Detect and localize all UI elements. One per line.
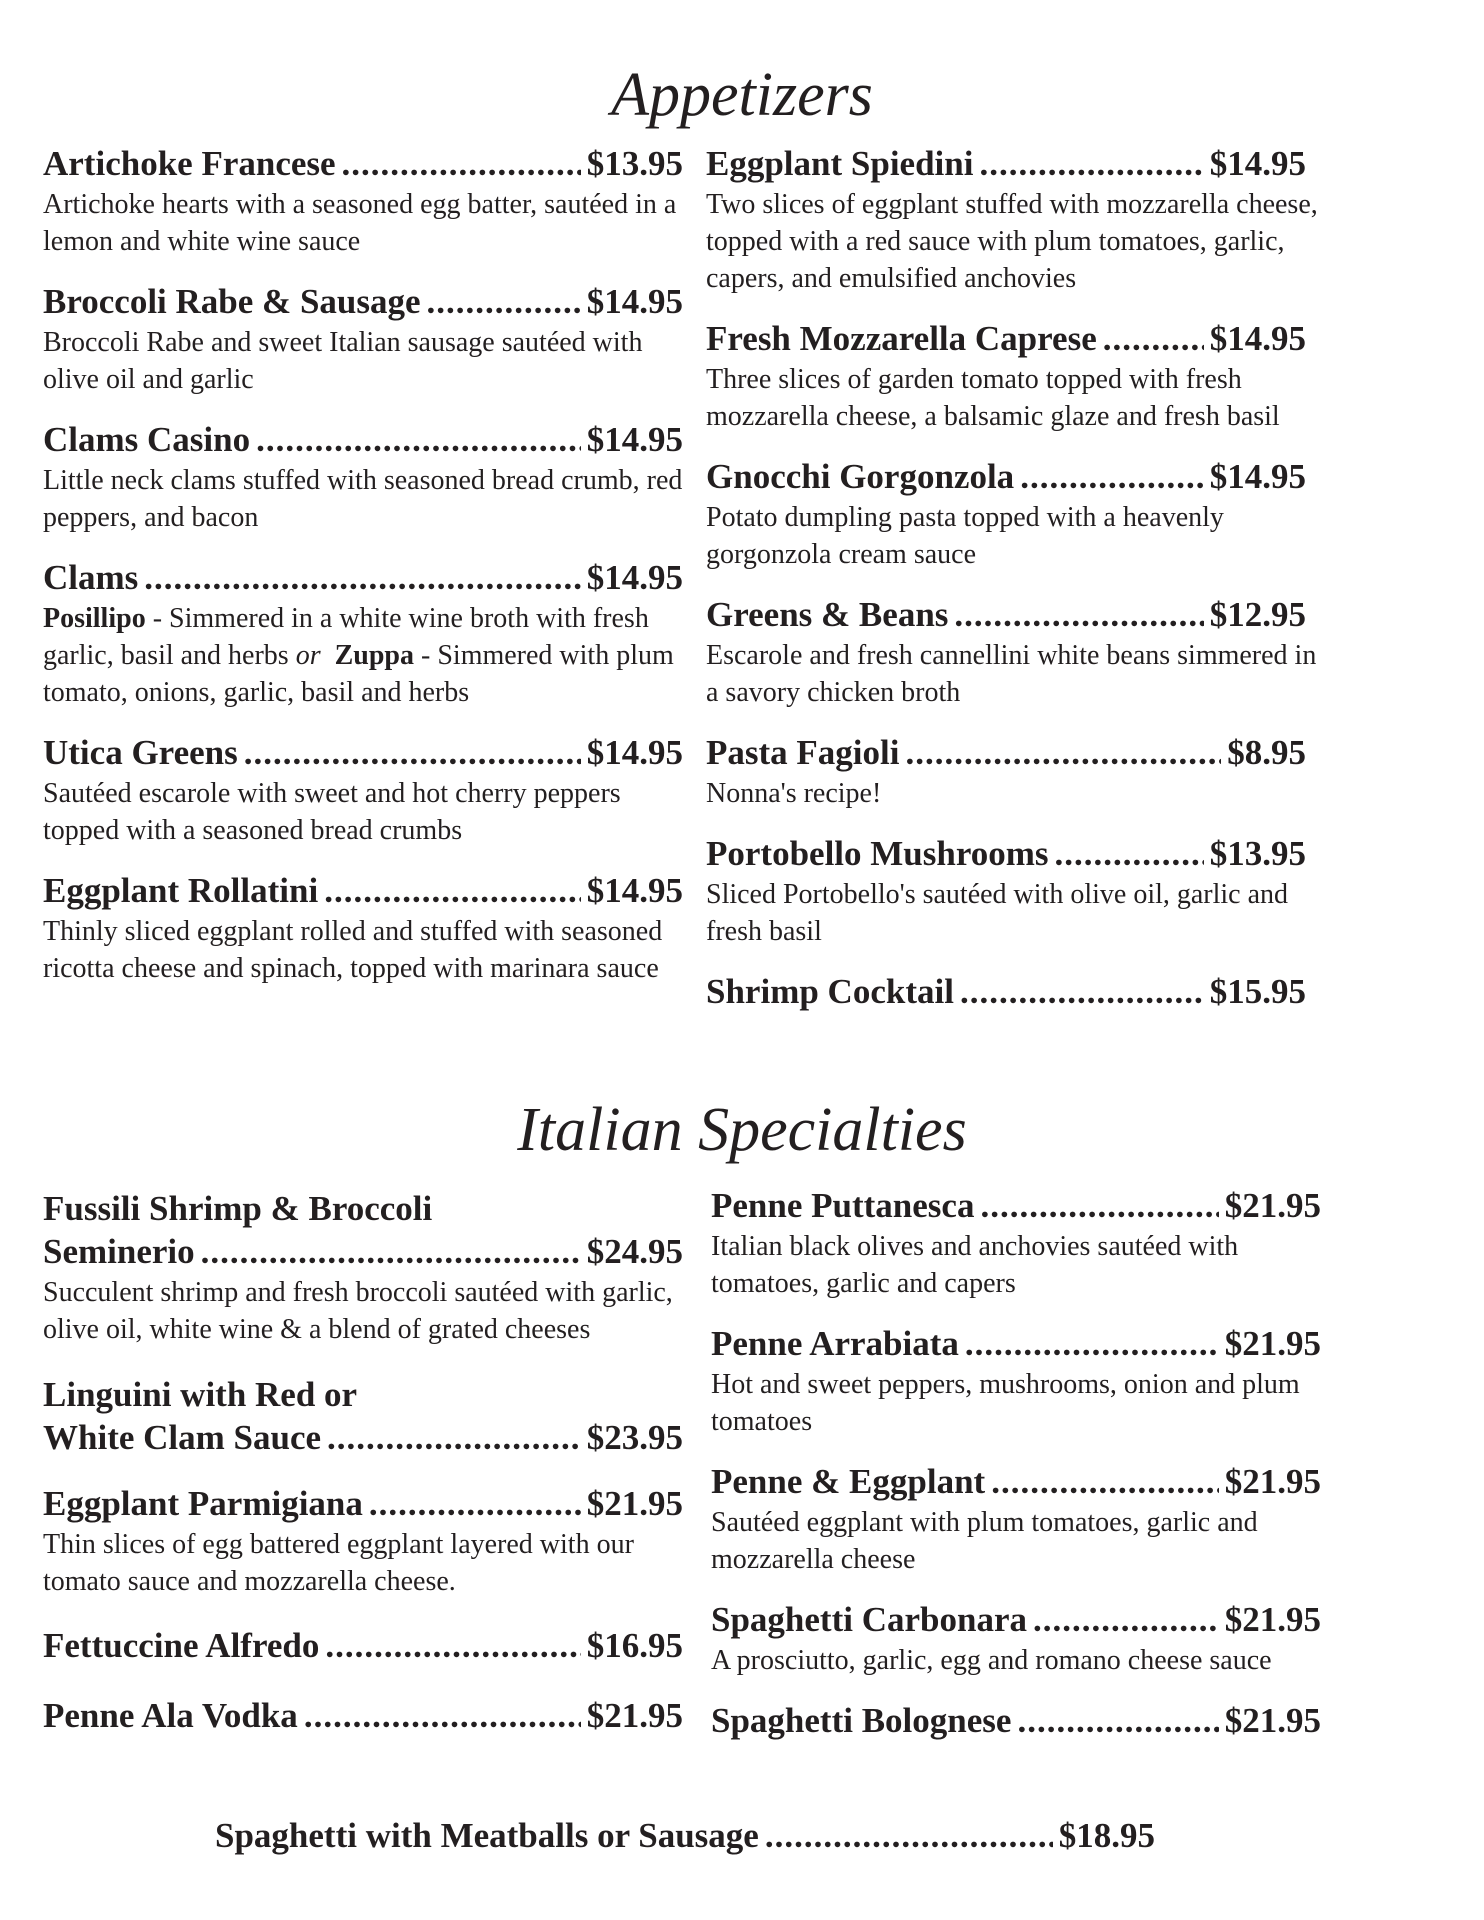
item-name: Spaghetti with Meatballs or Sausage	[215, 1816, 759, 1855]
menu-item-penne-puttanesca	[711, 1186, 1331, 1302]
item-name: Fettuccine Alfredo	[43, 1626, 320, 1665]
leader-dots	[304, 1696, 581, 1736]
specialties-left-column	[43, 1186, 683, 1736]
leader-dots	[991, 1462, 1219, 1502]
leader-dots	[1020, 457, 1204, 497]
menu-item-fresh-mozzarella-caprese	[706, 319, 1326, 435]
item-price: $8.95	[1227, 733, 1306, 772]
item-name: Gnocchi Gorgonzola	[706, 457, 1015, 496]
menu-item-artichoke-francese	[43, 144, 683, 260]
item-price: $14.95	[1209, 457, 1306, 496]
menu-item-greens-beans	[706, 595, 1326, 711]
specialties-title: Italian Specialties	[517, 1096, 967, 1164]
specialties-right-column	[711, 1186, 1331, 1741]
leader-dots	[256, 420, 581, 460]
item-description: Artichoke hearts with a seasoned egg batter, sautéed in a lemon and white wine sauce	[43, 189, 677, 257]
leader-dots	[327, 1418, 581, 1458]
item-name: Eggplant Rollatini	[43, 871, 319, 910]
leader-dots	[324, 871, 581, 911]
item-name: Spaghetti Bolognese	[711, 1701, 1012, 1740]
item-name: Seminerio	[43, 1232, 195, 1271]
item-name: Greens & Beans	[706, 595, 949, 634]
item-name: Penne & Eggplant	[711, 1462, 986, 1501]
item-name: Eggplant Parmigiana	[43, 1484, 363, 1523]
item-description	[43, 600, 683, 711]
item-name: Shrimp Cocktail	[706, 972, 954, 1011]
item-price: $14.95	[586, 733, 683, 772]
menu-item-penne-eggplant	[711, 1462, 1331, 1578]
appetizers-left-column	[43, 144, 683, 987]
item-price: $21.95	[1224, 1324, 1321, 1363]
leader-dots	[960, 972, 1204, 1012]
or-text: or	[295, 640, 321, 671]
item-description: Succulent shrimp and fresh broccoli sautéed with garlic, olive oil, white wine & a blend of grated cheeses	[43, 1277, 673, 1345]
item-price: $15.95	[1209, 972, 1306, 1011]
menu-item-utica-greens	[43, 733, 683, 849]
item-description: Sautéed eggplant with plum tomatoes, garlic and mozzarella cheese	[711, 1507, 1258, 1575]
item-price: $21.95	[586, 1484, 683, 1523]
menu-item-eggplant-rollatini	[43, 871, 683, 987]
item-name: White Clam Sauce	[43, 1418, 322, 1457]
item-price: $21.95	[586, 1696, 683, 1735]
item-description: Little neck clams stuffed with seasoned bread crumb, red peppers, and bacon	[43, 465, 683, 533]
leader-dots	[980, 1186, 1218, 1226]
item-price: $14.95	[586, 871, 683, 910]
menu-item-eggplant-parmigiana	[43, 1484, 683, 1600]
menu-item-shrimp-cocktail	[706, 972, 1326, 1012]
leader-dots	[765, 1816, 1053, 1856]
item-name: Fresh Mozzarella Caprese	[706, 319, 1097, 358]
item-price: $24.95	[586, 1232, 683, 1271]
leader-dots	[1055, 834, 1204, 874]
menu-item-spaghetti-carbonara	[711, 1600, 1331, 1679]
leader-dots	[905, 733, 1221, 773]
menu-item-spaghetti-meatballs-sausage	[215, 1816, 1155, 1856]
item-price: $23.95	[586, 1418, 683, 1457]
item-price: $21.95	[1224, 1701, 1321, 1740]
leader-dots	[325, 1626, 580, 1666]
menu-item-portobello-mushrooms	[706, 834, 1326, 950]
menu-item-pasta-fagioli	[706, 733, 1326, 812]
item-description: A prosciutto, garlic, egg and romano cheese sauce	[711, 1645, 1272, 1676]
menu-item-eggplant-spiedini	[706, 144, 1326, 297]
item-description: Thin slices of egg battered eggplant layered with our tomato sauce and mozzarella cheese.	[43, 1529, 634, 1597]
item-price: $18.95	[1058, 1816, 1155, 1855]
item-price: $12.95	[1209, 595, 1306, 634]
item-name: Portobello Mushrooms	[706, 834, 1049, 873]
item-price: $13.95	[1209, 834, 1306, 873]
leader-dots	[1033, 1600, 1219, 1640]
item-name: Clams	[43, 558, 139, 597]
item-description: Italian black olives and anchovies sautéed with tomatoes, garlic and capers	[711, 1231, 1239, 1299]
leader-dots	[427, 282, 581, 322]
appetizers-title: Appetizers	[611, 61, 873, 129]
menu-item-clams-casino	[43, 420, 683, 536]
menu-item-fettuccine-alfredo	[43, 1626, 683, 1666]
item-price: $14.95	[1209, 144, 1306, 183]
menu-item-spaghetti-bolognese	[711, 1701, 1331, 1741]
item-description: Potato dumpling pasta topped with a heavenly gorgonzola cream sauce	[706, 502, 1224, 570]
item-name: Clams Casino	[43, 420, 251, 459]
item-description: Sliced Portobello's sautéed with olive oil, garlic and fresh basil	[706, 879, 1289, 947]
item-price: $21.95	[1224, 1186, 1321, 1225]
leader-dots	[369, 1484, 581, 1524]
item-name: Spaghetti Carbonara	[711, 1600, 1027, 1639]
item-name: Pasta Fagioli	[706, 733, 900, 772]
item-name: Penne Arrabiata	[711, 1324, 959, 1363]
appetizers-right-column	[706, 144, 1326, 1012]
item-description: Hot and sweet peppers, mushrooms, onion and plum tomatoes	[711, 1369, 1300, 1437]
item-description: Three slices of garden tomato topped with fresh mozzarella cheese, a balsamic glaze and fresh basil	[706, 364, 1280, 432]
leader-dots	[954, 595, 1203, 635]
leader-dots	[201, 1232, 581, 1272]
option-zuppa-desc: - Simmered with plum tomato, onions, garlic, basil and herbs	[43, 640, 674, 708]
item-price: $14.95	[586, 558, 683, 597]
menu-item-broccoli-rabe-sausage	[43, 282, 683, 398]
item-name: Broccoli Rabe & Sausage	[43, 282, 421, 321]
item-price: $14.95	[586, 282, 683, 321]
option-posillipo: Posillipo	[43, 603, 146, 634]
menu-item-penne-ala-vodka	[43, 1696, 683, 1736]
leader-dots	[144, 558, 580, 598]
item-name: Penne Puttanesca	[711, 1186, 975, 1225]
option-zuppa: Zuppa	[334, 640, 415, 671]
leader-dots	[965, 1324, 1219, 1364]
leader-dots	[1017, 1701, 1218, 1741]
menu-item-fussili-shrimp-broccoli	[43, 1186, 683, 1348]
menu-item-clams	[43, 558, 683, 711]
item-price: $14.95	[586, 420, 683, 459]
item-description: Broccoli Rabe and sweet Italian sausage sautéed with olive oil and garlic	[43, 327, 643, 395]
item-name: Artichoke Francese	[43, 144, 336, 183]
item-description: Two slices of eggplant stuffed with mozzarella cheese, topped with a red sauce with plum tomatoes, garlic, capers, and emulsified anchovies	[706, 189, 1318, 294]
item-name: Eggplant Spiedini	[706, 144, 974, 183]
menu-item-penne-arrabiata	[711, 1324, 1331, 1440]
item-name: Utica Greens	[43, 733, 238, 772]
item-price: $21.95	[1224, 1600, 1321, 1639]
item-description: Escarole and fresh cannellini white beans simmered in a savory chicken broth	[706, 640, 1317, 708]
leader-dots	[342, 144, 581, 184]
item-price: $14.95	[1209, 319, 1306, 358]
item-price: $13.95	[586, 144, 683, 183]
item-name-line1: Linguini with Red or	[43, 1375, 358, 1414]
item-name-line1: Fussili Shrimp & Broccoli	[43, 1189, 433, 1228]
menu-item-gnocchi-gorgonzola	[706, 457, 1326, 573]
item-price: $21.95	[1224, 1462, 1321, 1501]
item-description: Thinly sliced eggplant rolled and stuffed with seasoned ricotta cheese and spinach, topped with marinara sauce	[43, 916, 663, 984]
menu-item-linguini-clam-sauce	[43, 1372, 683, 1458]
item-price: $16.95	[586, 1626, 683, 1665]
option-posillipo-desc: - Simmered in a white wine broth with fresh garlic, basil and herbs	[43, 603, 649, 671]
leader-dots	[1103, 319, 1204, 359]
item-description: Sautéed escarole with sweet and hot cherry peppers topped with a seasoned bread crumbs	[43, 778, 621, 846]
item-description: Nonna's recipe!	[706, 778, 882, 809]
leader-dots	[244, 733, 581, 773]
leader-dots	[979, 144, 1203, 184]
item-name: Penne Ala Vodka	[43, 1696, 298, 1735]
